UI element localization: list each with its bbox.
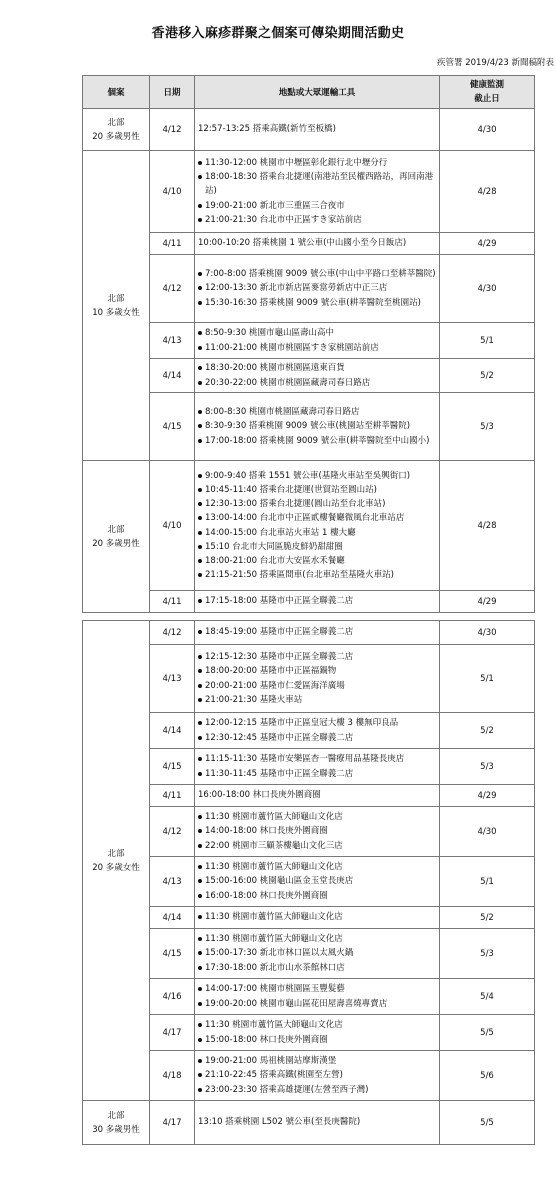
activity-cell <box>195 645 440 713</box>
activity-item: 19:00-21:00 馬祖桃園站摩斯漢堡 <box>198 1054 436 1068</box>
activity-item: 13:10 搭乘桃園 L502 號公車(至長庚醫院) <box>198 1117 361 1128</box>
activity-cell <box>195 393 440 461</box>
activity-item: 11:15-11:30 基隆市安樂區杏一醫療用品基隆長庚店 <box>198 752 436 766</box>
activity-item: 12:30-13:00 搭乘台北捷運(圓山站至台北車站) <box>198 497 436 511</box>
activity-item: 18:45-19:00 基隆市中正區全聯義二店 <box>198 625 436 639</box>
date-cell: 4/11 <box>150 591 195 613</box>
activity-item: 15:00-17:30 新北市林口區以太風火鍋 <box>198 946 436 960</box>
table-row <box>83 785 535 807</box>
case-region: 北部 <box>107 524 125 535</box>
monitor-date-cell: 5/1 <box>440 323 535 359</box>
header-monitor <box>440 76 535 109</box>
activity-item: 12:57-13:25 搭乘高鐵(新竹至板橋) <box>198 124 336 135</box>
activity-item: 11:30-12:00 桃園市中壢區彰化銀行北中壢分行 <box>198 156 436 170</box>
monitor-date-cell: 5/2 <box>440 713 535 749</box>
date-cell: 4/10 <box>150 151 195 233</box>
activity-item: 14:00-15:00 台北車站火車站 1 樓大廳 <box>198 526 436 540</box>
monitor-date-cell: 5/5 <box>440 1015 535 1051</box>
date-cell: 4/18 <box>150 1051 195 1101</box>
activity-cell <box>195 323 440 359</box>
monitor-date-cell: 5/5 <box>440 1101 535 1145</box>
table-row <box>83 929 535 979</box>
date-cell: 4/17 <box>150 1015 195 1051</box>
case-cell <box>83 461 150 613</box>
activity-item: 15:30-16:30 搭乘桃園 9009 號公車(耕莘醫院至桃園站) <box>198 296 436 310</box>
activity-item: 22:00 桃園市三顧茶樓龜山文化三店 <box>198 839 436 853</box>
monitor-date-cell: 4/28 <box>440 461 535 591</box>
monitor-date-cell: 5/4 <box>440 979 535 1015</box>
date-cell: 4/12 <box>150 621 195 645</box>
activity-item: 11:00-21:00 桃園市桃園區すき家桃園站前店 <box>198 341 436 355</box>
case-cell <box>83 1101 150 1145</box>
date-cell: 4/11 <box>150 233 195 255</box>
header-date: 日期 <box>150 76 195 109</box>
activity-item: 11:30 桃園市蘆竹區大師龜山文化店 <box>198 1018 436 1032</box>
activity-item: 14:00-17:00 桃園市桃園區玉豐髮藝 <box>198 982 436 996</box>
monitor-date-cell: 5/6 <box>440 1051 535 1101</box>
date-cell: 4/15 <box>150 929 195 979</box>
activity-cell <box>195 1015 440 1051</box>
activity-item: 12:00-13:30 新北市新店區麥當勞新店中正三店 <box>198 281 436 295</box>
date-cell: 4/16 <box>150 979 195 1015</box>
table-row <box>83 393 535 461</box>
table-row <box>83 461 535 591</box>
table-row <box>83 645 535 713</box>
table-row <box>83 323 535 359</box>
activity-item: 17:00-18:00 搭乘桃園 9009 號公車(耕莘醫院至中山國小) <box>198 434 436 448</box>
date-cell: 4/13 <box>150 857 195 907</box>
activity-item: 18:00-18:30 搭乘台北捷運(南港站至民權西路站，再回南港站) <box>198 170 436 198</box>
monitor-date-cell: 5/3 <box>440 393 535 461</box>
date-cell: 4/14 <box>150 713 195 749</box>
activity-cell <box>195 109 440 151</box>
case-desc: 20 多歲男性 <box>92 131 140 142</box>
case-region: 北部 <box>107 293 125 304</box>
document-title: 香港移入麻疹群聚之個案可傳染期間活動史 <box>151 26 405 41</box>
header-place: 地點或大眾運輸工具 <box>195 76 440 109</box>
activity-item: 21:00-21:30 基隆火車站 <box>198 693 436 707</box>
case-region: 北部 <box>107 848 125 859</box>
case-desc: 20 多歲女性 <box>92 862 140 873</box>
activity-item: 13:00-14:00 台北市中正區貳樓餐廳微風台北車站店 <box>198 511 436 525</box>
table-row <box>83 151 535 233</box>
case-desc: 30 多歲男性 <box>92 1124 140 1135</box>
activity-cell <box>195 621 440 645</box>
activity-item: 12:15-12:30 基隆市中正區全聯義二店 <box>198 650 436 664</box>
table-row <box>83 807 535 857</box>
activity-item: 19:00-21:00 新北市三重區三合夜市 <box>198 199 436 213</box>
case-desc: 20 多歲男性 <box>92 538 140 549</box>
header-monitor-l1: 健康監測 <box>469 80 504 90</box>
activity-cell <box>195 1101 440 1145</box>
header-case: 個案 <box>83 76 150 109</box>
activity-item: 20:00-21:00 基隆市仁愛區海洋廣場 <box>198 679 436 693</box>
activity-item: 19:00-20:00 桃園市龜山區花田屋壽喜燒專賣店 <box>198 997 436 1011</box>
table-row <box>83 979 535 1015</box>
activity-cell <box>195 1051 440 1101</box>
activity-item: 23:00-23:30 搭乘高雄捷運(左營至西子灣) <box>198 1083 436 1097</box>
activity-table-2 <box>82 620 535 1145</box>
table-row <box>83 233 535 255</box>
monitor-date-cell: 5/1 <box>440 857 535 907</box>
table-row <box>83 749 535 785</box>
activity-cell <box>195 807 440 857</box>
activity-item: 10:45-11:40 搭乘台北捷運(世貿站至圓山站) <box>198 483 436 497</box>
activity-item: 20:30-22:00 桃園市桃園區藏壽司春日路店 <box>198 376 436 390</box>
activity-cell <box>195 857 440 907</box>
monitor-date-cell: 4/30 <box>440 255 535 323</box>
activity-cell <box>195 979 440 1015</box>
activity-item: 10:00-10:20 搭乘桃園 1 號公車(中山國小至今日飯店) <box>198 238 407 249</box>
table-row <box>83 857 535 907</box>
monitor-date-cell: 4/29 <box>440 591 535 613</box>
activity-item: 15:10 台北市大同區脆皮鮮奶甜甜圈 <box>198 540 436 554</box>
table-row <box>83 1101 535 1145</box>
monitor-date-cell: 4/28 <box>440 151 535 233</box>
table-row <box>83 359 535 393</box>
activity-item: 11:30 桃園市蘆竹區大師龜山文化店 <box>198 910 436 924</box>
date-cell: 4/12 <box>150 255 195 323</box>
activity-item: 21:15-21:50 搭乘區間車(台北車站至基隆火車站) <box>198 568 436 582</box>
activity-item: 12:00-12:15 基隆市中正區皇冠大樓 3 樓無印良品 <box>198 716 436 730</box>
table-row <box>83 109 535 151</box>
activity-item: 11:30 桃園市蘆竹區大師龜山文化店 <box>198 810 436 824</box>
header-monitor-l2: 截止日 <box>474 94 500 104</box>
activity-cell <box>195 591 440 613</box>
case-cell <box>83 151 150 461</box>
date-cell: 4/15 <box>150 749 195 785</box>
monitor-date-cell: 5/2 <box>440 359 535 393</box>
table-row <box>83 1051 535 1101</box>
activity-item: 18:30-20:00 桃園市桃園區遠東百貨 <box>198 361 436 375</box>
date-cell: 4/12 <box>150 109 195 151</box>
date-cell: 4/14 <box>150 907 195 929</box>
case-desc: 10 多歲女性 <box>92 307 140 318</box>
activity-cell <box>195 929 440 979</box>
table-row <box>83 621 535 645</box>
activity-item: 8:50-9:30 桃園市龜山區壽山高中 <box>198 326 436 340</box>
activity-cell <box>195 359 440 393</box>
monitor-date-cell: 5/1 <box>440 645 535 713</box>
monitor-date-cell: 4/30 <box>440 807 535 857</box>
activity-item: 11:30 桃園市蘆竹區大師龜山文化店 <box>198 860 436 874</box>
activity-cell <box>195 749 440 785</box>
table-row <box>83 1015 535 1051</box>
date-cell: 4/14 <box>150 359 195 393</box>
activity-item: 15:00-16:00 桃園龜山區金玉堂長庚店 <box>198 874 436 888</box>
activity-cell <box>195 785 440 807</box>
activity-table-1 <box>82 75 535 613</box>
activity-item: 14:00-18:00 林口長庚外圍商圈 <box>198 824 436 838</box>
activity-cell <box>195 151 440 233</box>
activity-item: 15:00-18:00 林口長庚外圍商圈 <box>198 1033 436 1047</box>
activity-item: 12:30-12:45 基隆市中正區全聯義二店 <box>198 731 436 745</box>
activity-item: 18:00-20:00 基隆市中正區福鍋物 <box>198 664 436 678</box>
date-cell: 4/11 <box>150 785 195 807</box>
activity-cell <box>195 461 440 591</box>
activity-item: 8:30-9:30 搭乘桃園 9009 號公車(桃園站至耕莘醫院) <box>198 419 436 433</box>
case-cell <box>83 109 150 151</box>
table-row <box>83 907 535 929</box>
activity-item: 11:30 桃園市蘆竹區大師龜山文化店 <box>198 932 436 946</box>
case-region: 北部 <box>107 1110 125 1121</box>
activity-item: 21:00-21:30 台北市中正區すき家站前店 <box>198 213 436 227</box>
activity-cell <box>195 713 440 749</box>
activity-item: 17:30-18:00 新北市山水茶館林口店 <box>198 961 436 975</box>
activity-item: 18:00-21:00 台北市大安區水禾餐廳 <box>198 554 436 568</box>
activity-item: 16:00-18:00 林口長庚外圍商圈 <box>198 889 436 903</box>
monitor-date-cell: 4/29 <box>440 233 535 255</box>
monitor-date-cell: 4/30 <box>440 621 535 645</box>
case-cell <box>83 621 150 1101</box>
table-header-row <box>83 76 535 109</box>
activity-cell <box>195 233 440 255</box>
monitor-date-cell: 5/3 <box>440 929 535 979</box>
date-cell: 4/12 <box>150 807 195 857</box>
activity-item: 11:30-11:45 基隆市中正區全聯義二店 <box>198 767 436 781</box>
monitor-date-cell: 5/2 <box>440 907 535 929</box>
date-cell: 4/10 <box>150 461 195 591</box>
table-row <box>83 255 535 323</box>
activity-item: 9:00-9:40 搭乘 1551 號公車(基隆火車站至吳興街口) <box>198 469 436 483</box>
activity-item: 8:00-8:30 桃園市桃園區藏壽司春日路店 <box>198 405 436 419</box>
activity-item: 21:10-22:45 搭乘高鐵(桃園至左營) <box>198 1068 436 1082</box>
source-note: 疾管署 2019/4/23 新聞稿附表 <box>437 58 554 68</box>
table-row <box>83 591 535 613</box>
case-region: 北部 <box>107 117 125 128</box>
activity-cell <box>195 907 440 929</box>
monitor-date-cell: 4/29 <box>440 785 535 807</box>
monitor-date-cell: 5/3 <box>440 749 535 785</box>
date-cell: 4/13 <box>150 645 195 713</box>
table-row <box>83 713 535 749</box>
date-cell: 4/17 <box>150 1101 195 1145</box>
activity-cell <box>195 255 440 323</box>
date-cell: 4/13 <box>150 323 195 359</box>
activity-item: 16:00-18:00 林口長庚外圍商圈 <box>198 790 321 801</box>
activity-item: 17:15-18:00 基隆市中正區全聯義二店 <box>198 594 436 608</box>
date-cell: 4/15 <box>150 393 195 461</box>
monitor-date-cell: 4/30 <box>440 109 535 151</box>
activity-item: 7:00-8:00 搭乘桃園 9009 號公車(中山中平路口至耕莘醫院) <box>198 267 436 281</box>
